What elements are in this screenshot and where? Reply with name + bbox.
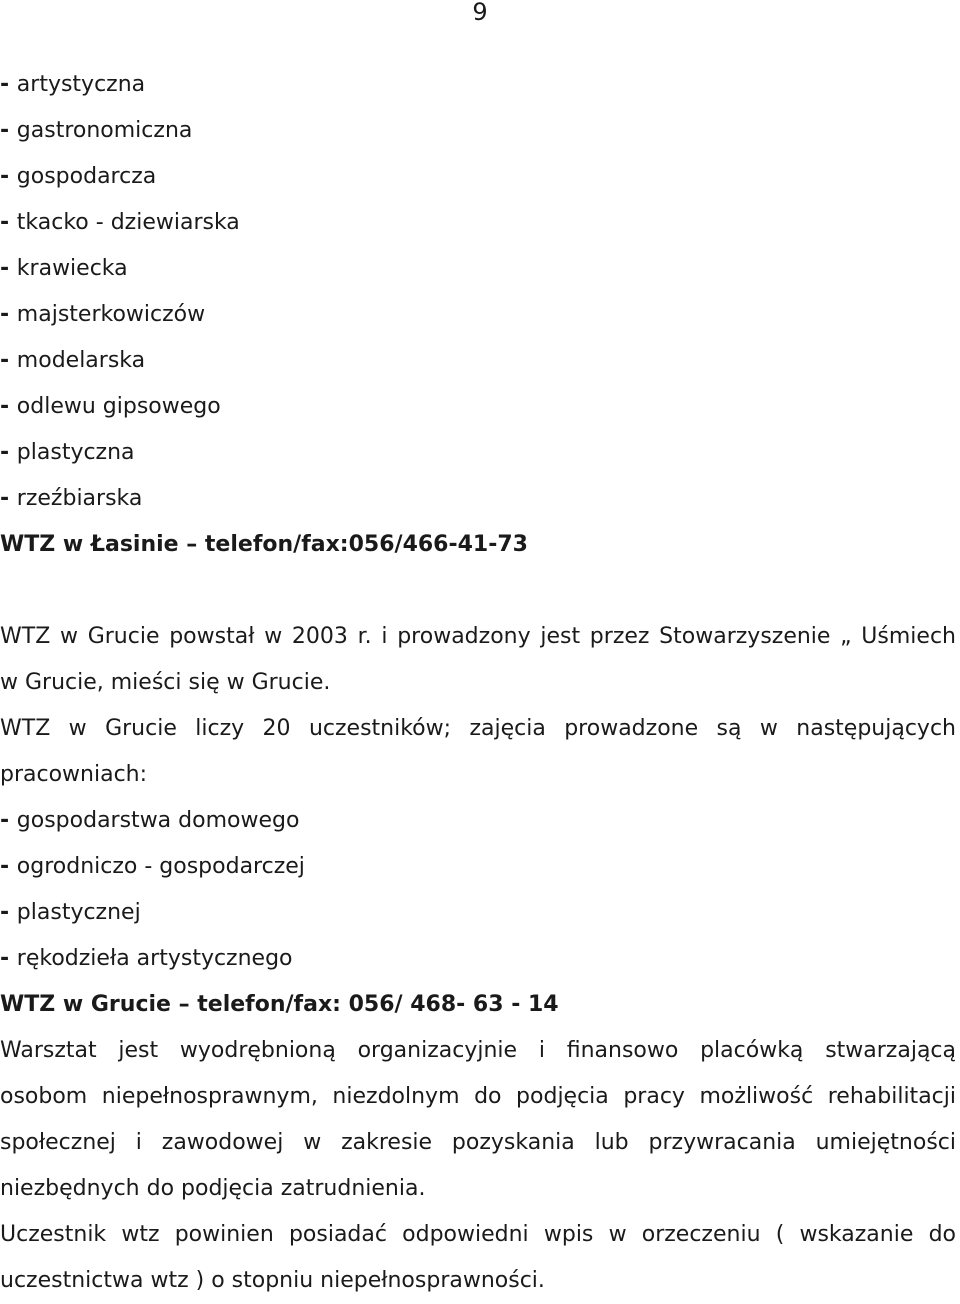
paragraph-line: w Grucie, mieści się w Grucie.: [0, 670, 331, 695]
list-item: - rękodzieła artystycznego: [0, 946, 293, 971]
paragraph-line: Uczestnik wtz powinien posiadać odpowiedni wpis w orzeczeniu ( wskazanie do: [0, 1222, 956, 1247]
list-bullet: -: [0, 486, 17, 511]
list-bullet: -: [0, 394, 17, 419]
list-bullet: -: [0, 440, 17, 465]
paragraph-line: WTZ w Grucie powstał w 2003 r. i prowadzony jest przez Stowarzyszenie „ Uśmiech: [0, 624, 956, 649]
paragraph-line: niezbędnych do podjęcia zatrudnienia.: [0, 1176, 426, 1201]
paragraph-line: pracowniach:: [0, 762, 148, 787]
list-item: - tkacko - dziewiarska: [0, 210, 240, 235]
list-bullet: -: [0, 946, 17, 971]
list-item: - krawiecka: [0, 256, 128, 281]
list-item: - plastyczna: [0, 440, 135, 465]
list-bullet: -: [0, 808, 17, 833]
list-bullet: -: [0, 302, 17, 327]
list-bullet: -: [0, 256, 17, 281]
list-item: - artystyczna: [0, 72, 146, 97]
list-bullet: -: [0, 854, 17, 879]
document-body: [0, 62, 956, 1304]
list-item: - odlewu gipsowego: [0, 394, 221, 419]
workshop-list-lasin: [0, 62, 956, 522]
list-item: - gastronomiczna: [0, 118, 193, 143]
paragraph-gap: [0, 568, 956, 614]
contact-heading-lasin: WTZ w Łasinie – telefon/fax:056/466-41-73: [0, 532, 528, 557]
paragraph-line: społecznej i zawodowej w zakresie pozyskania lub przywracania umiejętności: [0, 1130, 956, 1155]
workshop-list-gruta: [0, 798, 956, 982]
list-item: - ogrodniczo - gospodarczej: [0, 854, 305, 879]
list-item: - modelarska: [0, 348, 146, 373]
list-bullet: -: [0, 210, 17, 235]
paragraph-line: WTZ w Grucie liczy 20 uczestników; zajęcia prowadzone są w następujących: [0, 716, 956, 741]
list-item: - gospodarstwa domowego: [0, 808, 300, 833]
list-item: - rzeźbiarska: [0, 486, 143, 511]
page-number: 9: [472, 0, 488, 26]
list-bullet: -: [0, 348, 17, 373]
paragraph-line: uczestnictwa wtz ) o stopniu niepełnosprawności.: [0, 1268, 545, 1293]
paragraph-line: Warsztat jest wyodrębnioną organizacyjnie i finansowo placówką stwarzającą: [0, 1038, 956, 1063]
list-item: - majsterkowiczów: [0, 302, 206, 327]
contact-heading-gruta: WTZ w Grucie – telefon/fax: 056/ 468- 63 - 14: [0, 992, 559, 1017]
paragraph-line: osobom niepełnosprawnym, niezdolnym do podjęcia pracy możliwość rehabilitacji: [0, 1084, 956, 1109]
list-bullet: -: [0, 72, 17, 97]
list-item: - plastycznej: [0, 900, 141, 925]
list-bullet: -: [0, 118, 17, 143]
list-bullet: -: [0, 900, 17, 925]
list-bullet: -: [0, 164, 17, 189]
list-item: - gospodarcza: [0, 164, 157, 189]
